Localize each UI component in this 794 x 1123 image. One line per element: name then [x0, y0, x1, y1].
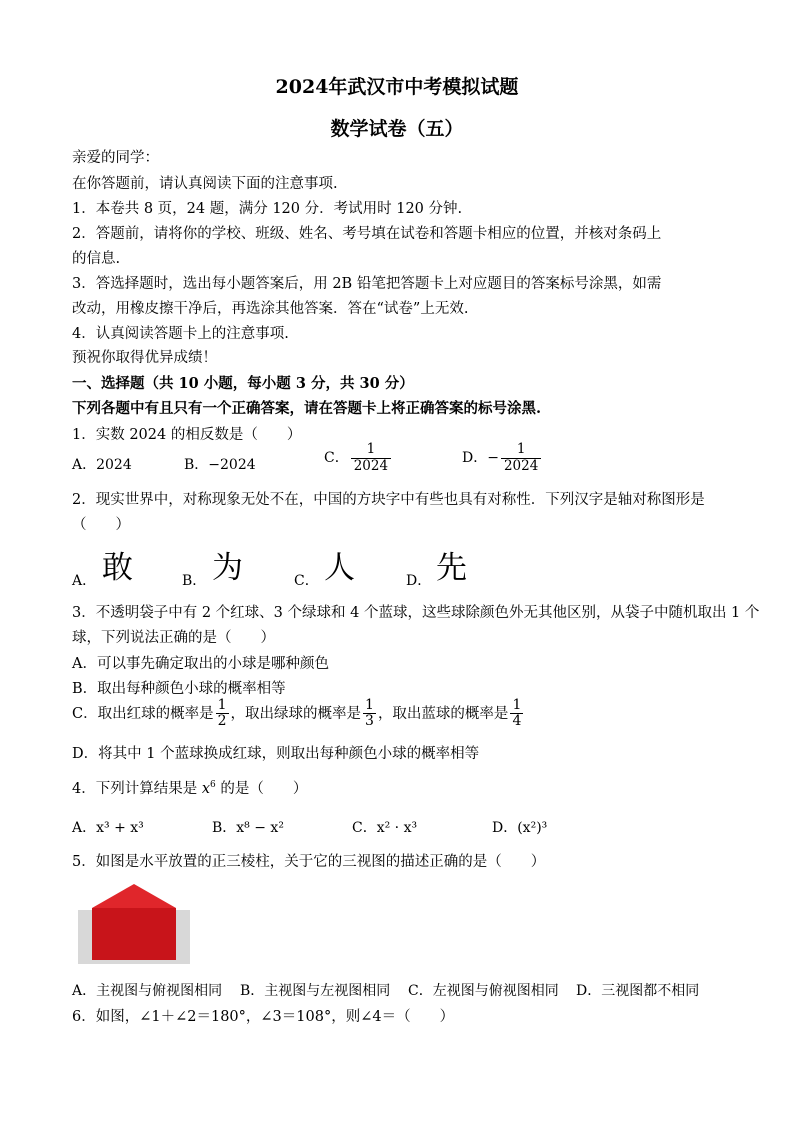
question-4-option-b: B．x⁸ − x² — [212, 820, 284, 836]
question-5-stem: 5．如图是水平放置的正三棱柱，关于它的三视图的描述正确的是（ ） — [72, 854, 546, 870]
fraction — [351, 442, 391, 474]
notice-wish: 预祝你取得优异成绩！ — [72, 350, 217, 366]
question-3-stem-line-1: 3．不透明袋子中有 2 个红球、3 个绿球和 4 个蓝球，这些球除颜色外无其他区别，从袋子中随机取出 1 个 — [72, 605, 760, 621]
option-character: 先 — [436, 550, 467, 586]
notice-item-3-line-1: 3．答选择题时，选出每小题答案后，用 2B 铅笔把答题卡上对应题目的答案标号涂黑，如需 — [72, 276, 662, 292]
fraction-numerator: 1 — [217, 697, 227, 713]
notice-item-4: 4．认真阅读答题卡上的注意事项. — [72, 326, 289, 342]
question-1-stem: 1．实数 2024 的相反数是（ ） — [72, 427, 302, 443]
notice-item-1: 1．本卷共 8 页，24 题，满分 120 分．考试用时 120 分钟. — [72, 201, 463, 217]
notice-greeting: 亲爱的同学： — [72, 150, 159, 166]
question-1-option-d — [462, 442, 543, 474]
question-4-option-c: C．x² · x³ — [352, 820, 418, 836]
prism-top-face — [92, 884, 176, 908]
fraction-numerator: 1 — [366, 441, 376, 457]
notice-intro: 在你答题前，请认真阅读下面的注意事项. — [72, 176, 338, 192]
section-heading: 一、选择题（共 10 小题，每小题 3 分，共 30 分） — [72, 375, 414, 392]
question-3-option-d: D．将其中 1 个蓝球换成红球，则取出每种颜色小球的概率相等 — [72, 746, 480, 762]
question-3-option-b: B．取出每种颜色小球的概率相等 — [72, 681, 286, 697]
fraction-denominator: 4 — [512, 713, 522, 730]
option-label: B． — [182, 573, 207, 589]
fraction-denominator: 3 — [365, 713, 374, 730]
question-1-option-b: B．−2024 — [184, 457, 256, 473]
triangular-prism-figure — [78, 882, 190, 964]
fraction-numerator: 1 — [365, 697, 374, 713]
question-4-stem — [72, 777, 307, 798]
question-3-option-c — [72, 698, 525, 730]
option-label: D．− — [462, 450, 499, 467]
option-character: 敢 — [102, 550, 133, 586]
fraction-denominator: 2 — [217, 713, 227, 730]
fraction-denominator: 2024 — [351, 458, 391, 475]
option-text: ，取出蓝球的概率是 — [377, 705, 509, 722]
fraction-denominator: 2024 — [501, 458, 541, 475]
fraction — [501, 442, 541, 474]
question-3-option-a: A．可以事先确定取出的小球是哪种颜色 — [72, 656, 329, 672]
question-2-stem-line-2: （ ） — [72, 517, 130, 533]
exam-subtitle: 数学试卷（五） — [330, 118, 464, 140]
notice-item-3-line-2: 改动，用橡皮擦干净后，再选涂其他答案．答在“试卷”上无效. — [72, 301, 469, 317]
stem-text: 的是（ ） — [215, 781, 308, 797]
option-text: C．取出红球的概率是 — [72, 705, 214, 722]
question-4-option-a: A．x³ + x³ — [72, 820, 144, 836]
fraction — [216, 698, 229, 730]
fraction — [510, 698, 523, 730]
fraction-numerator: 1 — [516, 441, 526, 457]
question-2-stem-line-1: 2．现实世界中，对称现象无处不在，中国的方块字中有些也具有对称性．下列汉字是轴对称图形是 — [72, 492, 705, 508]
option-label: C． — [294, 573, 319, 589]
question-5-option-c: C．左视图与俯视图相同 — [408, 983, 559, 999]
option-text: ，取出绿球的概率是 — [230, 705, 362, 722]
option-character: 为 — [212, 550, 243, 586]
fraction-numerator: 1 — [512, 697, 522, 713]
question-4-option-d: D．(x²)³ — [492, 820, 548, 836]
exam-title: 2024年武汉市中考模拟试题 — [275, 76, 519, 98]
fraction — [363, 698, 376, 730]
question-4-options — [72, 817, 732, 847]
section-instruction: 下列各题中有且只有一个正确答案，请在答题卡上将正确答案的标号涂黑. — [72, 400, 542, 417]
question-1-option-c — [324, 442, 393, 474]
stem-text: 4．下列计算结果是 — [72, 781, 202, 797]
question-5-option-b: B．主视图与左视图相同 — [240, 983, 391, 999]
option-label: C． — [324, 450, 349, 467]
question-2-options — [72, 548, 732, 590]
math-variable: x — [201, 781, 211, 797]
question-5-option-d: D．三视图都不相同 — [576, 983, 700, 999]
question-1-option-a: A．2024 — [72, 457, 132, 473]
option-label: A． — [72, 573, 97, 589]
notice-item-2-line-2: 的信息. — [72, 251, 121, 267]
prism-front-face — [92, 908, 176, 960]
question-5-option-a: A．主视图与俯视图相同 — [72, 983, 223, 999]
question-1-options — [72, 442, 732, 472]
question-3-stem-line-2: 球，下列说法正确的是（ ） — [72, 630, 275, 646]
option-character: 人 — [324, 550, 355, 586]
question-6-stem: 6．如图，∠1＋∠2＝180°，∠3＝108°，则∠4＝（ ） — [72, 1009, 455, 1025]
math-exponent: 6 — [210, 780, 216, 791]
notice-item-2-line-1: 2．答题前，请将你的学校、班级、姓名、考号填在试卷和答题卡相应的位置，并核对条码上 — [72, 226, 662, 242]
option-label: D． — [406, 573, 432, 589]
